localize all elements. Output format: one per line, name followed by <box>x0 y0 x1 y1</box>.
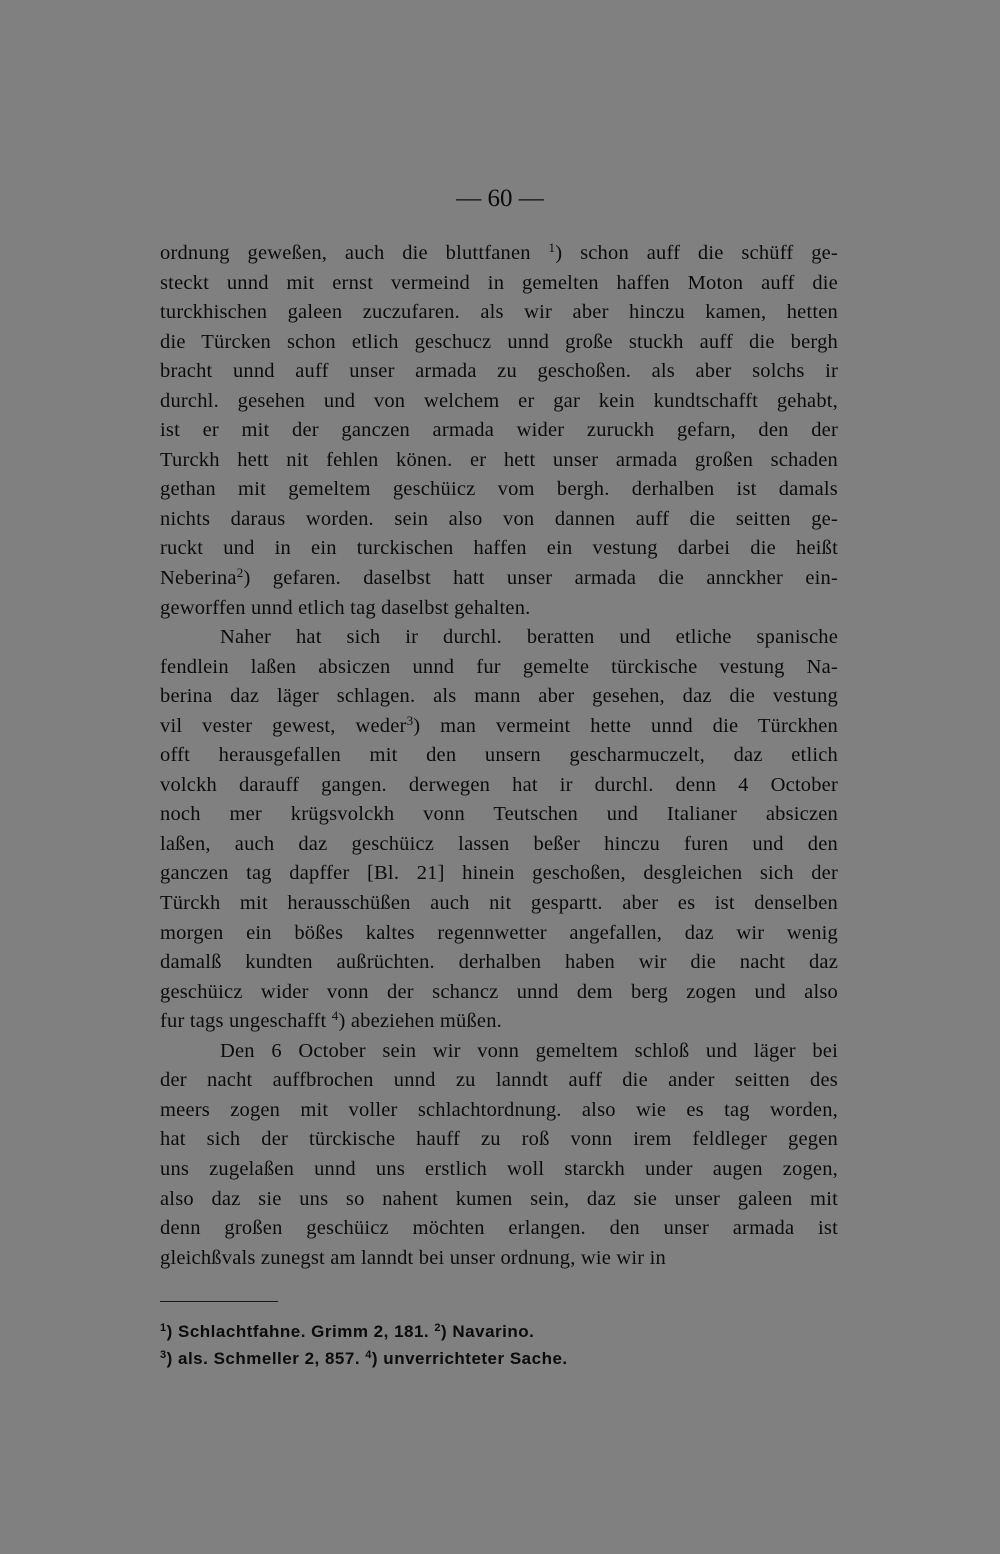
text-line <box>160 328 838 358</box>
text-segment: hat sich der türckische hauff zu roß vonn irem feldleger gegen <box>160 1128 838 1151</box>
text-line <box>160 1125 838 1155</box>
footnote-line <box>160 1345 760 1372</box>
text-segment: vil vester gewest, weder <box>160 714 407 737</box>
text-segment: noch mer krügsvolckh vonn Teutschen und Italianer absiczen <box>160 803 838 826</box>
text-line <box>160 446 838 476</box>
text-line <box>160 830 838 860</box>
text-line <box>160 653 838 683</box>
footnote-line <box>160 1318 760 1345</box>
text-segment: geworffen unnd etlich tag daselbst gehalten. <box>160 596 531 619</box>
text-segment: morgen ein bößes kaltes regennwetter angefallen, daz wir wenig <box>160 921 838 944</box>
text-line <box>160 269 838 299</box>
footnote-rule <box>160 1301 278 1302</box>
text-segment: Neberina <box>160 567 237 590</box>
footnote-marker: 1 <box>548 240 556 255</box>
text-segment: denn großen geschüicz möchten erlangen. den unser armada ist <box>160 1217 838 1240</box>
text-line <box>160 948 838 978</box>
text-segment: also daz sie uns so nahent kumen sein, daz sie unser galeen mit <box>160 1187 838 1210</box>
text-line <box>160 623 838 653</box>
text-line <box>160 741 838 771</box>
text-segment: fur tags ungeschafft <box>160 1010 332 1033</box>
text-segment: bracht unnd auff unser armada zu geschoßen. als aber solchs ir <box>160 360 838 383</box>
text-segment: nichts daraus worden. sein also von dannen auff die seitten ge- <box>160 507 838 530</box>
text-line <box>160 387 838 417</box>
text-segment: ) abeziehen müßen. <box>338 1010 503 1033</box>
text-segment: geschüicz wider vonn der schancz unnd dem berg zogen und also <box>160 980 838 1003</box>
page-number: — 60 — <box>456 185 544 212</box>
footnote-text: ) Schlachtfahne. Grimm 2, 181. <box>166 1322 435 1341</box>
footnote-text: ) Navarino. <box>441 1322 535 1341</box>
text-line <box>160 298 838 328</box>
text-line <box>160 1096 838 1126</box>
text-segment: damalß kundten außrüchten. derhalben haben wir die nacht daz <box>160 951 838 974</box>
text-segment: Türckh mit herausschüßen auch nit gespartt. aber es ist denselben <box>160 892 838 915</box>
footnote-number: 2 <box>434 1322 442 1334</box>
text-segment: durchl. gesehen und von welchem er gar kein kundtschafft gehabt, <box>160 389 838 412</box>
text-line <box>160 1037 838 1067</box>
text-segment: ganczen tag dapffer [Bl. 21] hinein geschoßen, desgleichen sich der <box>160 862 838 885</box>
text-line <box>160 682 838 712</box>
text-segment: steckt unnd mit ernst vermeind in gemelten haffen Moton auff die <box>160 271 838 294</box>
footnotes <box>160 1318 760 1372</box>
text-line <box>160 1214 838 1244</box>
footnote-text: ) als. Schmeller 2, 857. <box>166 1349 366 1368</box>
text-segment: gethan mit gemeltem geschüicz vom bergh. derhalben ist damals <box>160 478 838 501</box>
text-line <box>160 1244 838 1274</box>
text-line <box>160 416 838 446</box>
text-line <box>160 564 838 594</box>
text-line <box>160 475 838 505</box>
text-segment: Den 6 October sein wir vonn gemeltem schloß und läger bei <box>220 1039 838 1062</box>
text-segment: ruckt und in ein turckischen haffen ein vestung darbei die heißt <box>160 537 838 560</box>
text-segment: Naher hat sich ir durchl. beratten und etliche spanische <box>220 626 838 649</box>
text-line <box>160 800 838 830</box>
text-segment: ) man vermeint hette unnd die Türckhen <box>413 714 838 737</box>
footnote-number: 4 <box>365 1349 372 1361</box>
footnote-marker: 2 <box>236 565 244 581</box>
text-line <box>160 594 838 624</box>
text-segment: uns zugelaßen unnd uns erstlich woll starckh under augen zogen, <box>160 1157 838 1180</box>
text-segment: offt herausgefallen mit den unsern gescharmuczelt, daz etlich <box>160 744 838 767</box>
footnote-text: ) unverrichteter Sache. <box>371 1349 568 1368</box>
text-segment: laßen, auch daz geschüicz lassen beßer hinczu furen und den <box>160 832 838 855</box>
text-segment: ) gefaren. daselbst hatt unser armada die annckher ein- <box>243 567 838 590</box>
text-segment: berina daz läger schlagen. als mann aber gesehen, daz die vestung <box>160 685 838 708</box>
text-line <box>160 505 838 535</box>
text-segment: fendlein laßen absiczen unnd fur gemelte türckische vestung Na- <box>160 655 838 678</box>
text-line <box>160 1066 838 1096</box>
text-segment: volckh darauff gangen. derwegen hat ir durchl. denn 4 October <box>160 773 838 796</box>
text-segment: gleichßvals zunegst am lanndt bei unser ordnung, wie wir in <box>160 1246 666 1269</box>
text-segment: ist er mit der ganczen armada wider zuruckh gefarn, den der <box>160 419 838 442</box>
text-line <box>160 357 838 387</box>
text-segment: der nacht auffbrochen unnd zu lanndt auff die ander seitten des <box>160 1069 838 1092</box>
text-segment: die Türcken schon etlich geschucz unnd große stuckh auff die bergh <box>160 330 838 353</box>
footnote-number: 1 <box>160 1322 167 1334</box>
text-line <box>160 1155 838 1185</box>
text-line <box>160 919 838 949</box>
footnote-marker: 4 <box>331 1008 339 1024</box>
text-segment: meers zogen mit voller schlachtordnung. also wie es tag worden, <box>160 1098 838 1121</box>
text-segment: ordnung geweßen, auch die bluttfanen <box>160 242 549 264</box>
text-line <box>160 889 838 919</box>
body-text <box>160 239 838 1273</box>
text-segment: turckhischen galeen zuczufaren. als wir aber hinczu kamen, hetten <box>160 301 838 324</box>
text-line <box>160 859 838 889</box>
text-line <box>160 239 838 269</box>
text-line <box>160 534 838 564</box>
text-line <box>160 1185 838 1215</box>
text-line <box>160 1007 838 1037</box>
footnote-number: 3 <box>160 1349 167 1361</box>
text-line <box>160 712 838 742</box>
text-line <box>160 771 838 801</box>
text-segment: ) schon auff die schüff ge- <box>555 242 838 264</box>
footnote-marker: 3 <box>406 712 414 728</box>
text-line <box>160 978 838 1008</box>
text-segment: Turckh hett nit fehlen könen. er hett unser armada großen schaden <box>160 448 838 471</box>
